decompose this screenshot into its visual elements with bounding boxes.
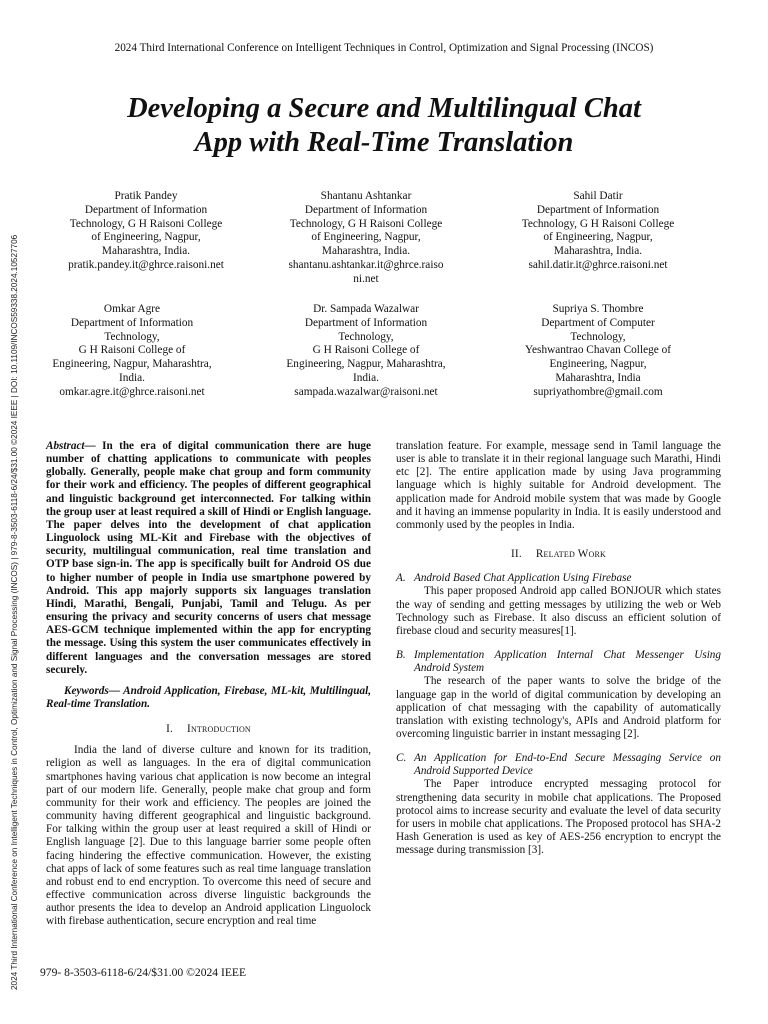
conference-header: 2024 Third International Conference on Intelligent Techniques in Control, Optimization and Signal Processing (INCOS) xyxy=(114,42,654,54)
author-affil-line: India. xyxy=(118,371,146,384)
intro-paragraph: India the land of diverse culture and known for its tradition, religion as well as languages. In the era of digital communication smartphones having various chat application is now become an integral part of our modern life. Generally, people make chat group and form community for their work and efficiency. The peoples are joined the community having different geographical and linguistic background. For talking within the group user at least required a skill of Hindi or English language [2]. Due to this language barrier some people often facing hindering the effective communication. However, the existing chat apps of lack of some features such as real time language translation and robust end to end encryption. To overcome this need of secure and effective communication across diverse linguistic backgrounds the author presents the idea to develop an Android application Linguolock with firebase authentication, secure encryption and real time xyxy=(46,744,371,928)
right-column xyxy=(396,440,721,857)
author-affil-line: Department of Information xyxy=(70,316,194,329)
author-email: pratik.pandey.it@ghrce.raisoni.net xyxy=(68,258,224,271)
author-name: Supriya S. Thombre xyxy=(552,303,644,315)
section-title: Introduction xyxy=(187,723,251,736)
author-affil-line: Technology, G H Raisoni College xyxy=(289,217,443,230)
author-block-2 xyxy=(266,190,466,287)
author-email: sampada.wazalwar@raisoni.net xyxy=(294,385,438,398)
abstract-lead: Abstract— xyxy=(46,440,96,452)
subsection-heading-b xyxy=(396,649,721,675)
author-name: Dr. Sampada Wazalwar xyxy=(313,303,419,315)
section-title: Related Work xyxy=(535,548,606,561)
copyright-footer: 979- 8-3503-6118-6/24/$31.00 ©2024 IEEE xyxy=(40,966,247,979)
author-email: omkar.agre.it@ghrce.raisoni.net xyxy=(59,385,205,398)
author-affil-line: Maharashtra, India xyxy=(555,371,641,384)
author-affil-line: Maharashtra, India. xyxy=(321,245,411,258)
subsection-title: An Application for End-to-End Secure Messaging Service on Android Supported Device xyxy=(414,752,721,778)
left-column xyxy=(46,440,371,928)
subsection-letter: C. xyxy=(396,752,407,765)
author-block-3 xyxy=(498,190,698,273)
subsection-body-a: This paper proposed Android app called BONJOUR which states the way of sending and getting messages by utilizing the web or Web Technology such as Firebase. It also discuss an efficient solution of firebase cloud and security measures[1]. xyxy=(396,585,721,637)
author-affil-line: Department of Computer xyxy=(541,316,655,329)
author-affil-line: India. xyxy=(352,371,380,384)
author-affil-line: G H Raisoni College of xyxy=(312,344,420,357)
author-block-1 xyxy=(46,190,246,273)
author-affil-line: of Engineering, Nagpur, xyxy=(543,231,653,244)
abstract xyxy=(46,440,371,677)
author-affil-line: Engineering, Nagpur, xyxy=(549,358,647,371)
author-affil-line: of Engineering, Nagpur, xyxy=(91,231,201,244)
subsection-body-b: The research of the paper wants to solve the bridge of the language gap in the world of digital communication by developing an application of chat messaging with the capability of automatically translation with existing technology's, APIs and Android platform for overcoming linguistic barrier in instant messaging [2]. xyxy=(396,675,721,740)
author-email: supriyathombre@gmail.com xyxy=(533,385,663,398)
author-affil-line: Yeshwantrao Chavan College of xyxy=(525,344,671,357)
author-block-4 xyxy=(32,303,232,400)
author-affil-line: Technology, xyxy=(338,330,394,343)
author-affil-line: of Engineering, Nagpur, xyxy=(311,231,421,244)
title-line-1: Developing a Secure and Multilingual Chat xyxy=(127,93,641,124)
author-name: Omkar Agre xyxy=(103,303,161,315)
author-affil-line: Department of Information xyxy=(304,203,428,216)
author-name: Sahil Datir xyxy=(573,190,623,202)
author-affil-line: Technology, xyxy=(104,330,160,343)
section-heading-introduction xyxy=(46,723,371,736)
author-affil-line: Technology, G H Raisoni College xyxy=(521,217,675,230)
intro-continuation: translation feature. For example, message send in Tamil language the user is able to translate it in their regional language such Marathi, Hindi etc [2]. The entire application made by using Java programming language which is highly suitable for Android development. The application made for Android mobile system that was made by Google and it having an immense popularity in India. It is easily understood and commonly used by the peoples in India. xyxy=(396,440,721,531)
keywords: Keywords— Android Application, Firebase, ML-kit, Multilingual, Real-time Translation. xyxy=(46,684,371,710)
author-affil-line: Department of Information xyxy=(84,203,208,216)
title-line-2: App with Real-Time Translation xyxy=(194,127,574,158)
subsection-title: Implementation Application Internal Chat Messenger Using Android System xyxy=(414,649,721,675)
author-affil-line: G H Raisoni College of xyxy=(78,344,186,357)
subsection-body-c: The Paper introduce encrypted messaging protocol for strengthening data security in mobile chat applications. The Proposed protocol aims to increase security and evaluate the level of data security for users in mobile chat applications. The Proposed protocol has SHA-2 Hash Generation is used as key of AES-256 encryption to encrypt the message during transmission [3]. xyxy=(396,778,721,857)
author-affil-line: Maharashtra, India. xyxy=(553,245,643,258)
paper-title xyxy=(80,92,688,160)
author-email: ni.net xyxy=(353,272,379,285)
author-affil-line: Department of Information xyxy=(536,203,660,216)
subsection-heading-a xyxy=(396,572,721,585)
author-affil-line: Engineering, Nagpur, Maharashtra, xyxy=(286,358,446,371)
author-block-5 xyxy=(266,303,466,400)
subsection-letter: A. xyxy=(396,572,406,585)
author-email: sahil.datir.it@ghrce.raisoni.net xyxy=(528,258,668,271)
author-affil-line: Technology, xyxy=(570,330,626,343)
doi-sidebar: 2024 Third International Conference on Intelligent Techniques in Control, Optimization and Signal Processing (INCOS) | 979-8-3503-6118-6/24/$31.00 ©2024 IEEE | DOI: 10.1109/INCOS59338.2024.10527706 xyxy=(10,234,19,990)
abstract-body: In the era of digital communication there are huge number of chatting applications to communicate with peoples globally. Generally, people make chat group and form community for their work and efficiency. The peoples of different geographical and linguistic background get interconnected. For talking within the group user at least required a skill of Hindi or English language. The paper delves into the development of chat application Linguolock using ML-Kit and Firebase with the objectives of security, multilingual communication, real time translation and OTP base sign-in. The app is specifically built for Android OS due to higher number of people in India use smartphone powered by Android. This app majorly supports six languages translation Hindi, Marathi, Bengali, Punjabi, Tamil and Telugu. As per ensuring the privacy and security concerns of users chat message AES-GCM technique implemented within the app for encrypting the message. Using this system the user communicates effectively in different languages and the conversation messages are stored securely. xyxy=(46,440,371,676)
subsection-heading-c xyxy=(396,752,721,778)
author-email: shantanu.ashtankar.it@ghrce.raiso xyxy=(288,258,444,271)
author-affil-line: Department of Information xyxy=(304,316,428,329)
author-name: Pratik Pandey xyxy=(114,190,178,202)
author-block-6 xyxy=(498,303,698,400)
author-affil-line: Technology, G H Raisoni College xyxy=(69,217,223,230)
author-affil-line: Maharashtra, India. xyxy=(101,245,191,258)
subsection-letter: B. xyxy=(396,649,406,662)
author-affil-line: Engineering, Nagpur, Maharashtra, xyxy=(52,358,212,371)
author-name: Shantanu Ashtankar xyxy=(320,190,412,202)
section-heading-related-work xyxy=(396,548,721,561)
section-number: I. xyxy=(166,723,174,736)
section-number: II. xyxy=(511,548,522,561)
subsection-title: Android Based Chat Application Using Firebase xyxy=(414,572,632,585)
